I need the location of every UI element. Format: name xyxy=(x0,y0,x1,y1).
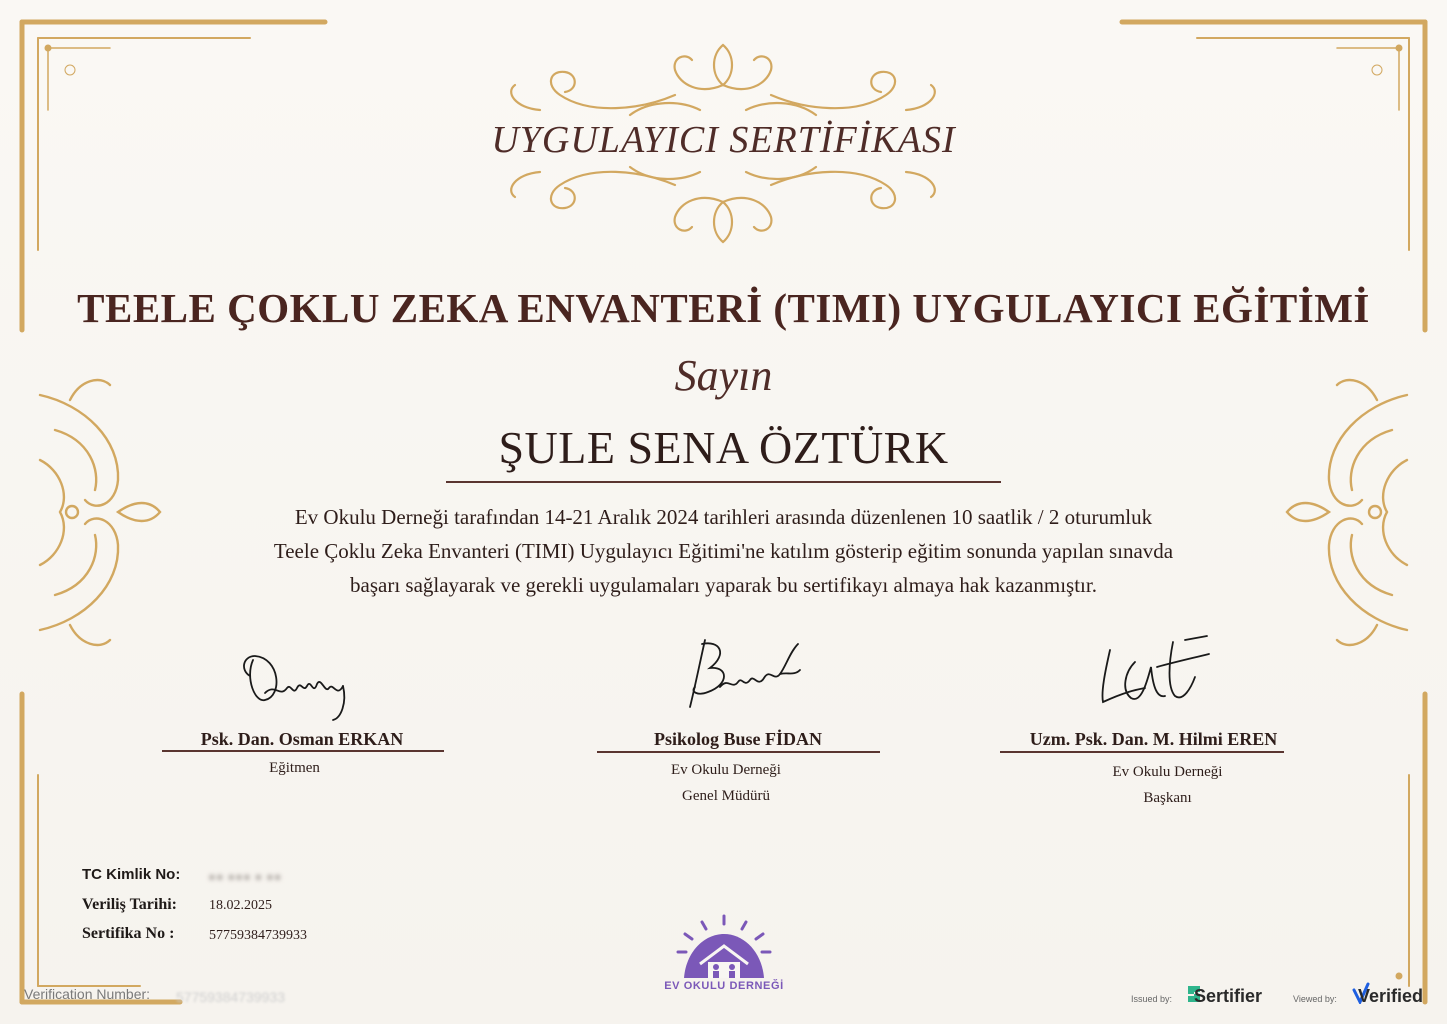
signature-1-image xyxy=(235,648,365,728)
signatory-2-role xyxy=(597,757,855,809)
viewed-by-label: Viewed by: xyxy=(1293,994,1337,1004)
recipient-name: ŞULE SENA ÖZTÜRK xyxy=(498,422,949,473)
logo-text: EV OKULU DERNEĞİ xyxy=(664,980,784,992)
certificate-no-value: 57759384739933 xyxy=(209,928,307,943)
signatory-3-line xyxy=(1000,751,1284,753)
signature-2-image xyxy=(680,632,810,717)
certificate-body xyxy=(150,500,1297,602)
body-line: başarı sağlayarak ve gerekli uygulamaları yaparak bu sertifikayı almaya hak kazanmıştır. xyxy=(350,573,1097,597)
issued-by-label: Issued by: xyxy=(1131,994,1173,1004)
signatory-3-name: Uzm. Psk. Dan. M. Hilmi EREN xyxy=(1029,729,1278,749)
tc-value: ●● ●●● ● ●● xyxy=(208,869,282,884)
issue-date-value: 18.02.2025 xyxy=(209,898,272,913)
recipient-underline xyxy=(446,481,1001,483)
certificate-heading: UYGULAYICI SERTİFİKASI xyxy=(491,119,956,161)
viewed-by-brand: Verified xyxy=(1358,986,1424,1006)
course-title: TEELE ÇOKLU ZEKA ENVANTERİ (TIMI) UYGULAYICI EĞİTİMİ xyxy=(77,285,1370,331)
issued-by-brand: Sertifier xyxy=(1194,986,1263,1006)
verification-label: Verification Number: xyxy=(24,986,151,1002)
signatory-2-line xyxy=(597,751,880,753)
issue-date-label: Veriliş Tarihi: xyxy=(82,896,177,913)
signature-3-image xyxy=(1095,632,1215,712)
role-line: Eğitmen xyxy=(269,760,320,776)
verification-value: 57759384739933 xyxy=(176,989,286,1005)
signatory-3-role xyxy=(1040,759,1295,811)
tc-label: TC Kimlik No: xyxy=(82,866,181,883)
signatory-1-line xyxy=(162,750,444,752)
body-line: Teele Çoklu Zeka Envanteri (TIMI) Uygulayıcı Eğitimi'ne katılım gösterip eğitim sonunda yapılan sınavda xyxy=(273,539,1174,563)
role-line: Genel Müdürü xyxy=(682,788,770,804)
role-line: Ev Okulu Derneği xyxy=(1112,764,1223,780)
role-line: Ev Okulu Derneği xyxy=(671,762,781,778)
signatory-2-name: Psikolog Buse FİDAN xyxy=(653,729,823,749)
body-line: Ev Okulu Derneği tarafından 14-21 Aralık 2024 tarihleri arasında düzenlenen 10 saatlik / 2 oturumluk xyxy=(294,505,1153,529)
signatory-1-name: Psk. Dan. Osman ERKAN xyxy=(200,729,404,749)
salutation: Sayın xyxy=(674,351,773,400)
signatory-1-role xyxy=(162,755,427,781)
ev-okulu-logo-icon xyxy=(672,912,776,982)
certificate-no-label: Sertifika No : xyxy=(82,925,175,942)
role-line: Başkanı xyxy=(1143,790,1192,806)
